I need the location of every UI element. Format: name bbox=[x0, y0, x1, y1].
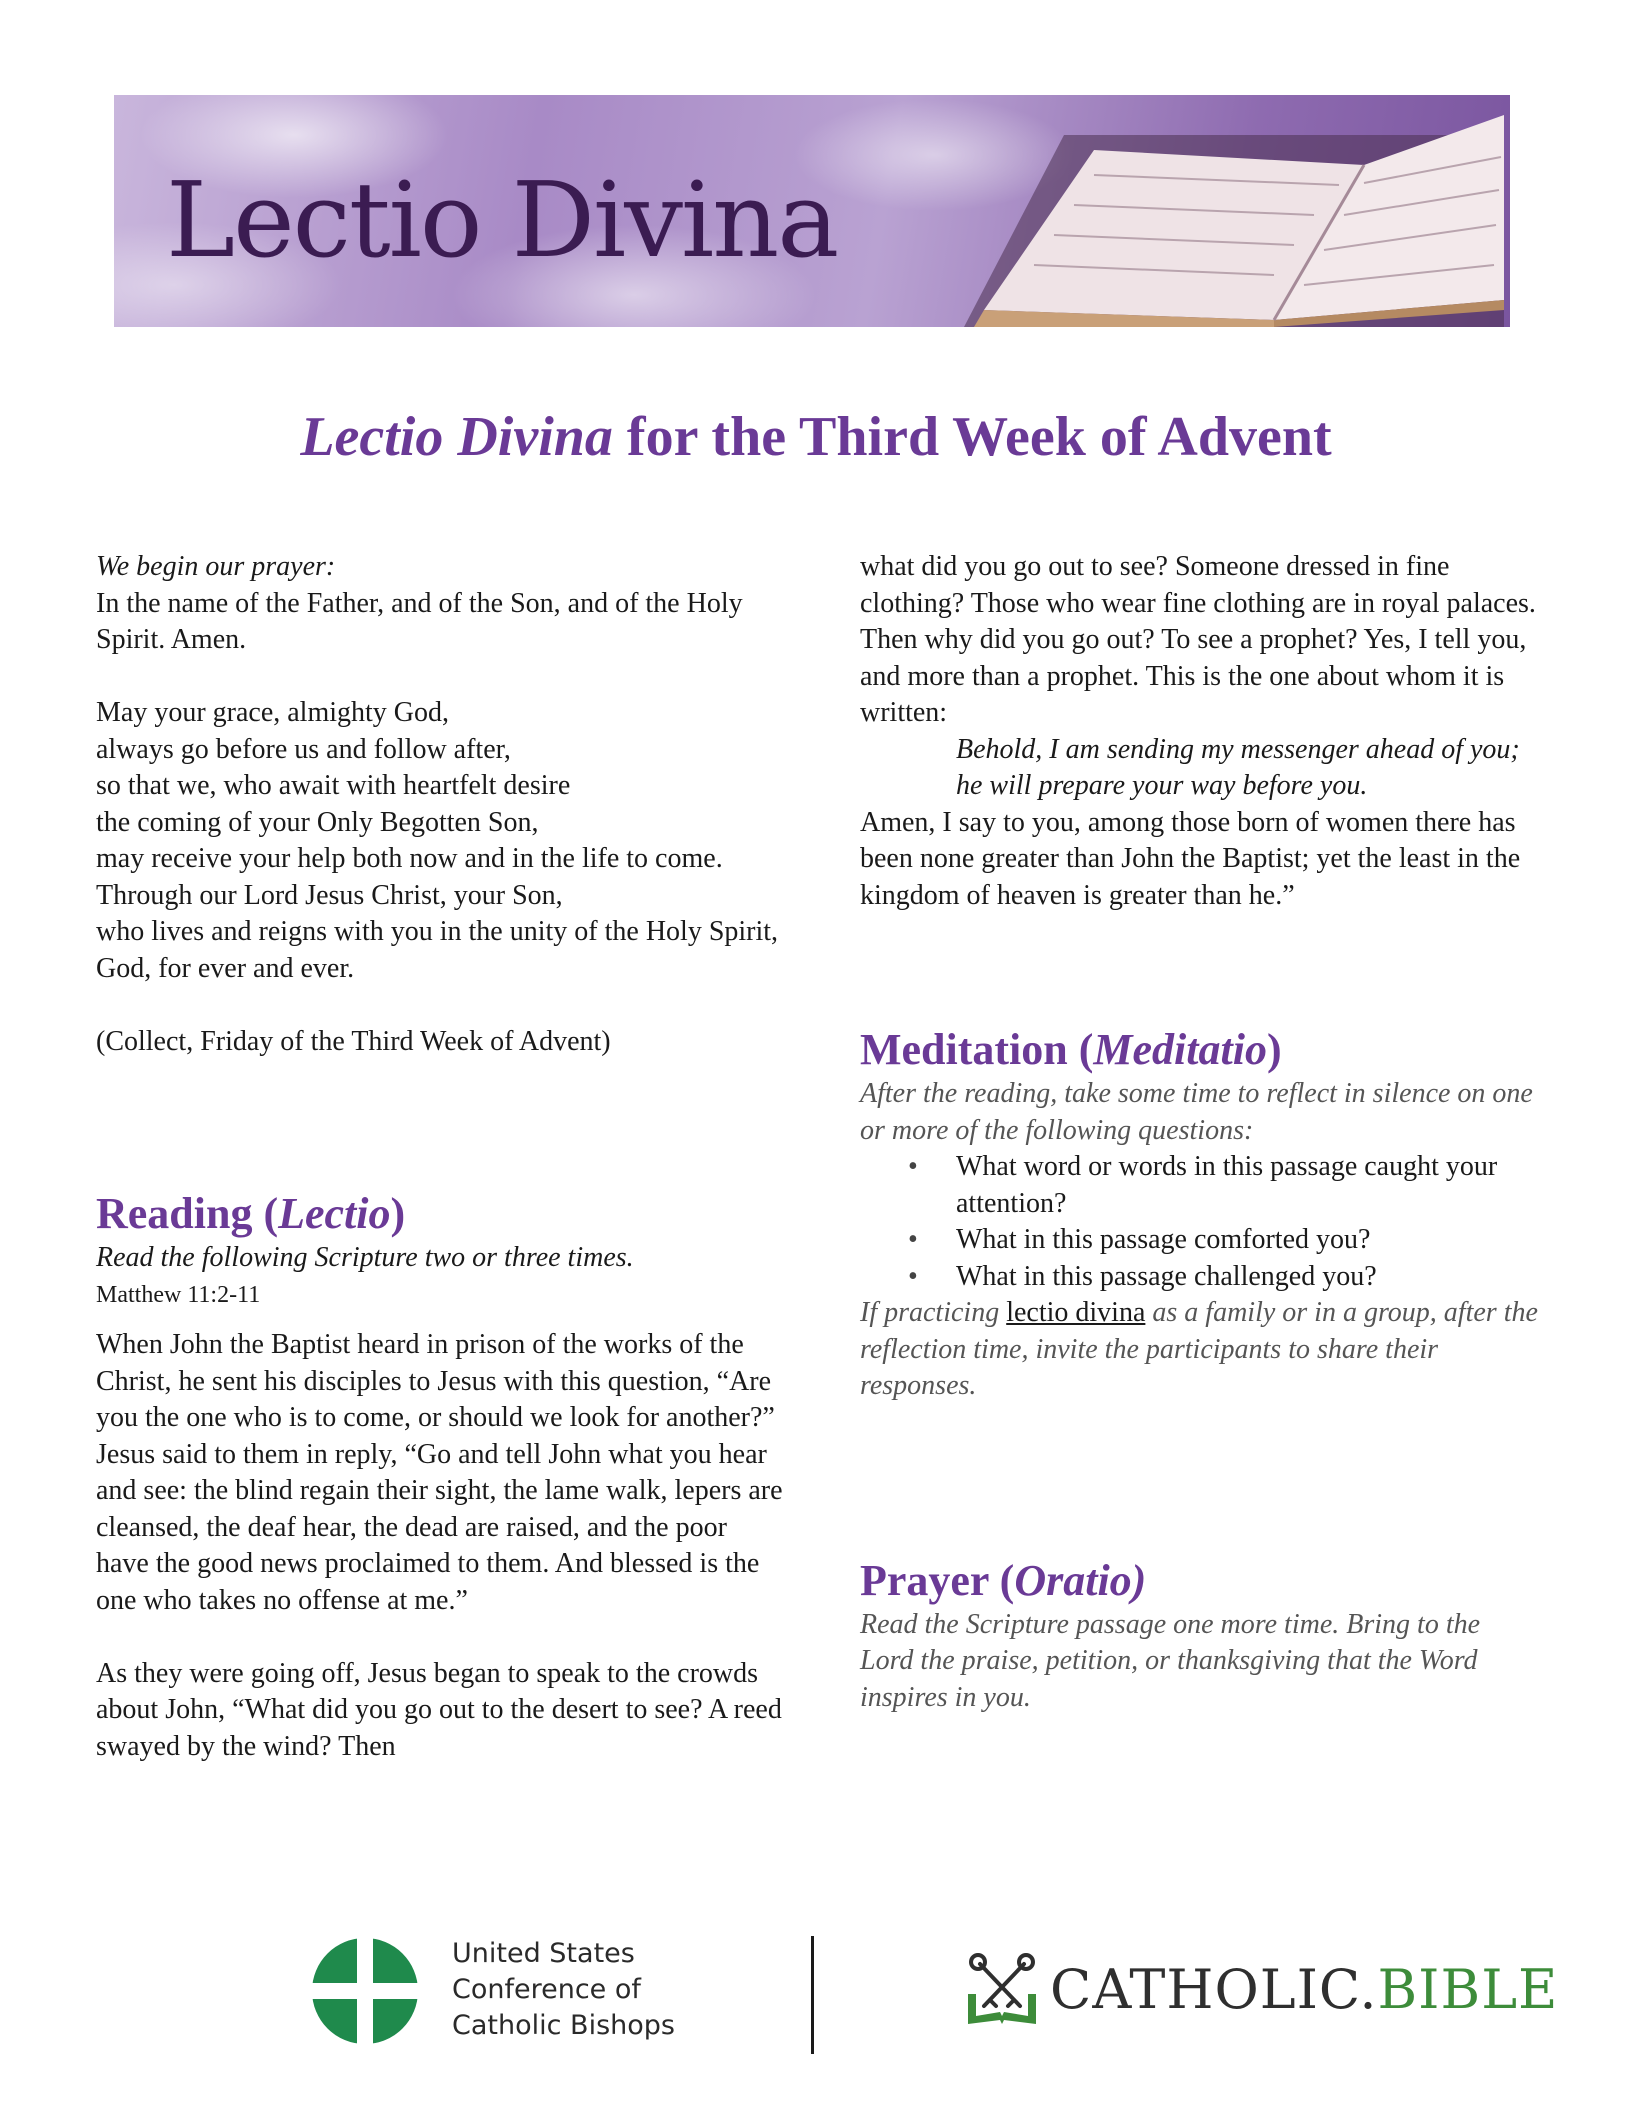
prayer-heading bbox=[860, 1555, 1540, 1607]
open-bible-icon bbox=[944, 95, 1510, 327]
list-item: • What in this passage challenged you? bbox=[908, 1260, 1377, 1292]
page-title-italic: Lectio Divina bbox=[300, 406, 613, 468]
collect-line: who lives and reigns with you in the unity of the Holy Spirit, bbox=[96, 916, 779, 947]
meditation-instruction: After the reading, take some time to reflect in silence on one or more of the following questions: bbox=[860, 1078, 1533, 1146]
usccb-name-line: Catholic Bishops bbox=[452, 2010, 675, 2041]
reading-instruction: Read the following Scripture two or three times. bbox=[96, 1242, 634, 1273]
reading-heading-close: ) bbox=[390, 1189, 406, 1238]
collect-line: always go before us and follow after, bbox=[96, 733, 511, 765]
reading-heading-italic: Lectio bbox=[278, 1189, 391, 1238]
scripture-quote-1: Behold, I am sending my messenger ahead of you; bbox=[956, 733, 1520, 765]
meditation-heading bbox=[860, 1024, 1540, 1076]
usccb-name-line: Conference of bbox=[452, 1974, 641, 2005]
usccb-name-line: United States bbox=[452, 1938, 635, 1969]
opening-sign-of-cross: In the name of the Father, and of the Son, and of the Holy Spirit. Amen. bbox=[96, 587, 743, 655]
collect-line: so that we, who await with heartfelt desire bbox=[96, 770, 571, 801]
usccb-name bbox=[452, 1936, 675, 2044]
list-item: • What in this passage comforted you? bbox=[908, 1224, 1371, 1255]
opening-intro: We begin our prayer: bbox=[96, 551, 336, 582]
list-item: • What word or words in this passage caught your attention? bbox=[908, 1151, 1498, 1219]
gospel-paragraph-2-end: what did you go out to see? Someone dressed in fine clothing? Those who wear fine clothing are in royal palaces. Then why did you go out? To see a prophet? Yes, I tell you, and more than a prophet. This is the one about whom it is written: bbox=[860, 551, 1536, 728]
prayer-heading-italic: Oratio) bbox=[1014, 1555, 1147, 1605]
banner-title: Lectio Divina bbox=[166, 159, 838, 281]
keys-book-icon bbox=[962, 1950, 1042, 2030]
scripture-quote-2: he will prepare your way before you. bbox=[956, 770, 1368, 801]
wordmark-catholic: CATHOLIC. bbox=[1050, 1958, 1378, 2021]
wordmark-bible: BIBLE bbox=[1377, 1958, 1559, 2021]
collect-source: (Collect, Friday of the Third Week of Advent) bbox=[96, 1025, 611, 1057]
collect-line: Through our Lord Jesus Christ, your Son, bbox=[96, 879, 563, 911]
prayer-instruction: Read the Scripture passage one more time. Bring to the Lord the praise, petition, or thanksgiving that the Word inspires in you. bbox=[860, 1608, 1481, 1713]
collect-line: May your grace, almighty God, bbox=[96, 697, 450, 728]
collect-line: may receive your help both now and in the life to come. bbox=[96, 843, 723, 874]
footer-divider bbox=[811, 1936, 814, 2054]
prayer-heading-text: Prayer ( bbox=[860, 1555, 1015, 1605]
left-column bbox=[96, 549, 786, 1765]
lectio-divina-link[interactable]: lectio divina bbox=[1006, 1297, 1146, 1328]
right-column bbox=[860, 549, 1540, 1716]
meditation-heading-italic: Meditatio bbox=[1093, 1025, 1267, 1074]
page-title-rest: for the Third Week of Advent bbox=[612, 406, 1332, 468]
meditation-heading-close: ) bbox=[1266, 1025, 1282, 1074]
catholic-bible-wordmark bbox=[1050, 1958, 1558, 2022]
group-instruction-post: as a family or in a group, after the reflection time, invite the participants to share their responses. bbox=[860, 1297, 1538, 1401]
page-title bbox=[0, 405, 1632, 469]
gospel-paragraph-2-start: As they were going off, Jesus began to speak to the crowds about John, “What did you go out to the desert to see? A reed swayed by the wind? Then bbox=[96, 1657, 782, 1762]
header-banner bbox=[114, 95, 1510, 327]
group-instruction-pre: If practicing bbox=[860, 1297, 1007, 1328]
gospel-paragraph-3: Amen, I say to you, among those born of women there has been none greater than John the Baptist; yet the least in the kingdom of heaven is greater than he.” bbox=[860, 806, 1521, 911]
reading-citation: Matthew 11:2-11 bbox=[96, 1281, 261, 1308]
group-instruction bbox=[860, 1295, 1540, 1405]
usccb-logo-icon bbox=[310, 1936, 420, 2046]
meditation-heading-text: Meditation ( bbox=[860, 1025, 1094, 1074]
collect-line: God, for ever and ever. bbox=[96, 952, 355, 984]
gospel-paragraph-1: When John the Baptist heard in prison of the works of the Christ, he sent his disciples to Jesus with this question, “Are you the one who is to come, or should we look for another?” Jesus said to them in reply, “Go and tell John what you hear and see: the blind regain their sight, the lame walk, lepers are cleansed, the deaf hear, the dead are raised, and the poor have the good news proclaimed to them. And blessed is the one who takes no offense at me.” bbox=[96, 1329, 783, 1616]
reading-heading-text: Reading ( bbox=[96, 1189, 279, 1238]
collect-line: the coming of your Only Begotten Son, bbox=[96, 806, 539, 838]
reading-heading bbox=[96, 1188, 786, 1240]
meditation-questions bbox=[860, 1149, 1540, 1295]
